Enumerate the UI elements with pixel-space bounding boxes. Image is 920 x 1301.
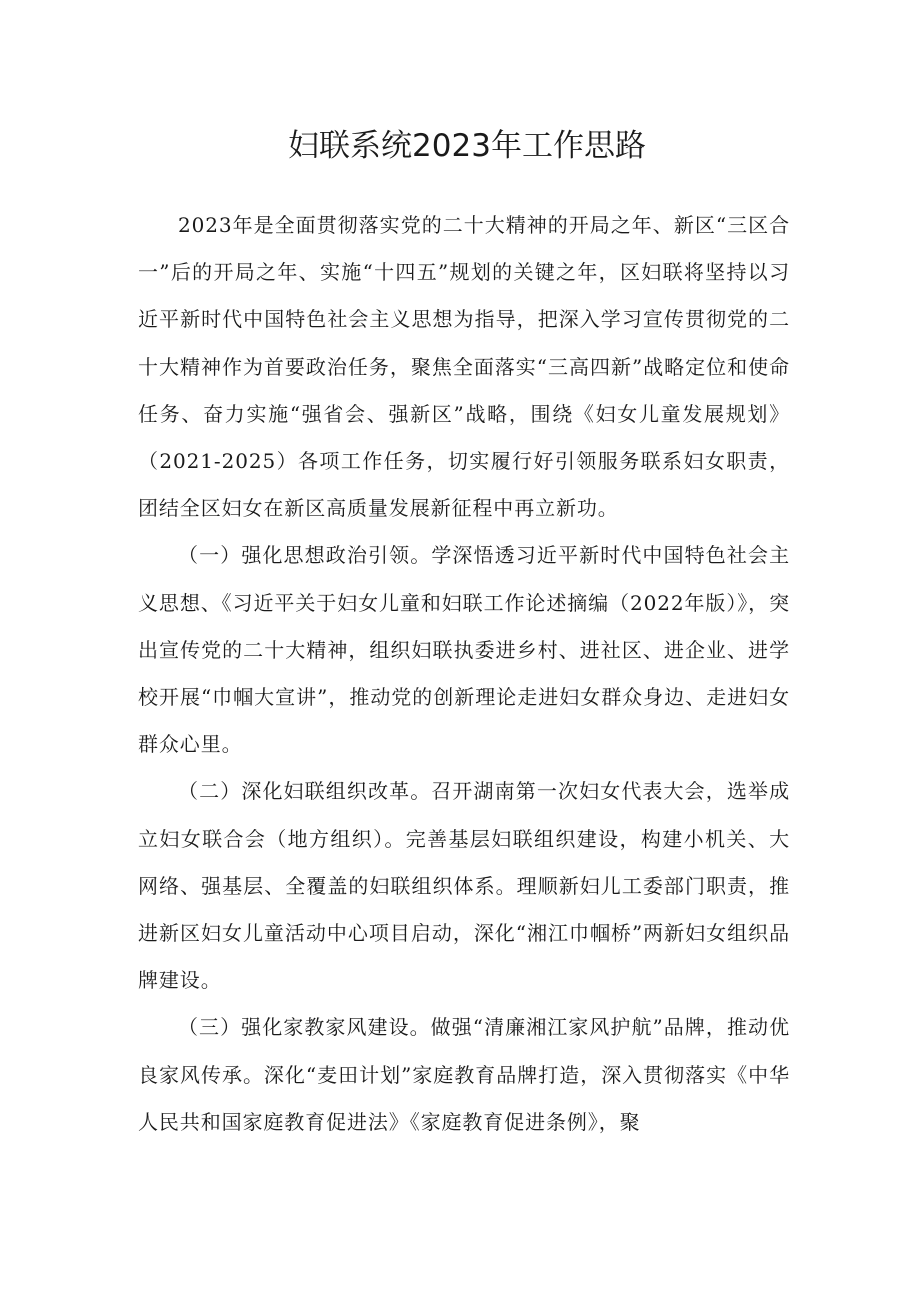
document-title: 妇联系统2023年工作思路 [288,128,646,164]
paragraph-section-1: （一）强化思想政治引领。学深悟透习近平新时代中国特色社会主义思想、《习近平关于妇女儿童和妇联工作论述摘编（2022年版）》，突出宣传党的二十大精神，组织妇联执委进乡村、进社区、进企业、进学校开展“巾帼大宣讲”，推动党的创新理论走进妇女群众身边、走进妇女群众心里。 [138,543,790,757]
paragraph-section-3: （三）强化家教家风建设。做强“清廉湘江家风护航”品牌，推动优良家风传承。深化“麦田计划”家庭教育品牌打造，深入贯彻落实《中华人民共和国家庭教育促进法》《家庭教育促进条例》，聚 [138,1015,790,1134]
paragraph-section-2: （二）深化妇联组织改革。召开湖南第一次妇女代表大会，选举成立妇女联合会（地方组织）。完善基层妇联组织建设，构建小机关、大网络、强基层、全覆盖的妇联组织体系。理顺新妇儿工委部门职责，推进新区妇女儿童活动中心项目启动，深化“湘江巾帼桥”两新妇女组织品牌建设。 [138,779,790,993]
paragraph-intro: 2023年是全面贯彻落实党的二十大精神的开局之年、新区“三区合一”后的开局之年、实施“十四五”规划的关键之年，区妇联将坚持以习近平新时代中国特色社会主义思想为指导，把深入学习宣传贯彻党的二十大精神作为首要政治任务，聚焦全面落实“三高四新”战略定位和使命任务、奋力实施“强省会、强新区”战略，围绕《妇女儿童发展规划》（2021-2025）各项工作任务，切实履行好引领服务联系妇女职责，团结全区妇女在新区高质量发展新征程中再立新功。 [138,213,790,521]
